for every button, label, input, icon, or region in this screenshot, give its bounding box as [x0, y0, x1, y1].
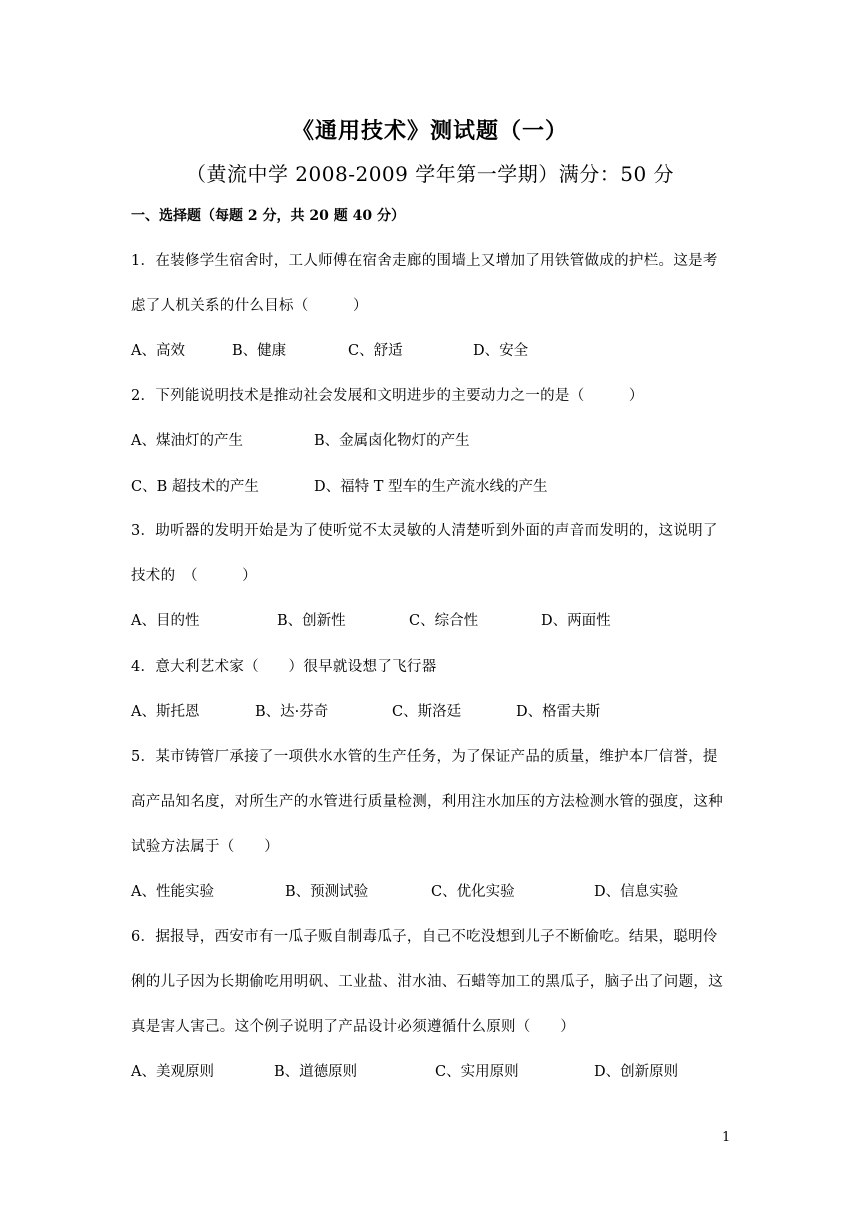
question-4-option-d: D、格雷夫斯 [516, 704, 601, 720]
question-5-option-d: D、信息实验 [594, 884, 679, 900]
question-2-option-b: B、金属卤化物灯的产生 [314, 433, 470, 449]
question-1-option-b: B、健康 [232, 343, 287, 359]
question-6-option-a: A、美观原则 [131, 1064, 214, 1080]
question-6-line-1: 6．据报导，西安市有一瓜子贩自制毒瓜子，自己不吃没想到儿子不断偷吃。结果，聪明伶 [131, 929, 718, 945]
question-5-option-a: A、性能实验 [131, 884, 214, 900]
question-2-line-1: 2．下列能说明技术是推动社会发展和文明进步的主要动力之一的是（ ） [131, 388, 644, 404]
question-4-option-c: C、斯洛廷 [392, 704, 462, 720]
document-subtitle: （黄流中学 2008-2009 学年第一学期）满分：50 分 [185, 162, 675, 186]
question-6-option-d: D、创新原则 [594, 1064, 679, 1080]
question-1-line-1: 1．在装修学生宿舍时，工人师傅在宿舍走廊的围墙上又增加了用铁管做成的护栏。这是考 [131, 253, 718, 269]
section-heading: 一、选择题（每题 2 分，共 20 题 40 分） [131, 208, 405, 224]
question-4-option-b: B、达·芬奇 [255, 704, 329, 720]
question-2-option-d: D、福特 T 型车的生产流水线的产生 [314, 479, 548, 495]
question-4-line-1: 4．意大利艺术家（ ）很早就设想了飞行器 [131, 659, 437, 675]
question-4-option-a: A、斯托恩 [131, 704, 200, 720]
question-1-option-a: A、高效 [131, 343, 185, 359]
page-number: 1 [722, 1130, 731, 1145]
question-6-line-2: 俐的儿子因为长期偷吃用明矾、工业盐、泔水油、石蜡等加工的黑瓜子，脑子出了问题，这 [131, 974, 723, 990]
question-5-line-1: 5．某市铸管厂承接了一项供水水管的生产任务，为了保证产品的质量，维护本厂信誉，提 [131, 749, 718, 765]
question-5-line-3: 试验方法属于（ ） [131, 839, 279, 855]
question-1-option-d: D、安全 [473, 343, 529, 359]
question-5-line-2: 高产品知名度，对所生产的水管进行质量检测，利用注水加压的方法检测水管的强度，这种 [131, 794, 723, 810]
question-3-option-a: A、目的性 [131, 613, 200, 629]
question-2-option-c: C、B 超技术的产生 [131, 479, 259, 495]
question-3-line-1: 3．助听器的发明开始是为了使听觉不太灵敏的人清楚听到外面的声音而发明的，这说明了 [131, 523, 718, 539]
question-1-line-2: 虑了人机关系的什么目标（ ） [131, 298, 368, 314]
question-3-option-d: D、两面性 [541, 613, 611, 629]
question-5-option-b: B、预测试验 [285, 884, 369, 900]
question-1-option-c: C、舒适 [348, 343, 403, 359]
question-3-option-c: C、综合性 [409, 613, 479, 629]
question-3-line-2: 技术的 （ ） [131, 568, 257, 584]
question-5-option-c: C、优化实验 [431, 884, 515, 900]
question-6-option-b: B、道德原则 [274, 1064, 358, 1080]
question-6-line-3: 真是害人害己。这个例子说明了产品设计必须遵循什么原则（ ） [131, 1019, 575, 1035]
question-2-option-a: A、煤油灯的产生 [131, 433, 243, 449]
question-6-option-c: C、实用原则 [435, 1064, 519, 1080]
question-3-option-b: B、创新性 [277, 613, 346, 629]
document-title: 《通用技术》测试题（一） [291, 118, 568, 144]
